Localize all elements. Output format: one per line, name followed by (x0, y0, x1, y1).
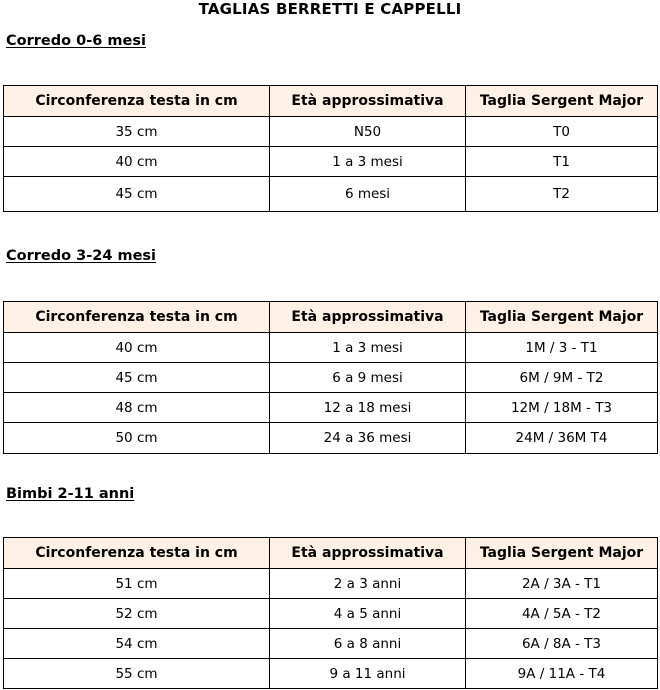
section-title-corredo-0-6: Corredo 0-6 mesi (6, 33, 146, 49)
header-taglia: Taglia Sergent Major (466, 538, 658, 569)
cell-taglia: 6M / 9M - T2 (466, 363, 658, 393)
cell-circonferenza: 55 cm (4, 659, 270, 689)
cell-eta: 6 mesi (270, 177, 466, 212)
cell-eta: 2 a 3 anni (270, 569, 466, 599)
header-eta: Età approssimativa (270, 302, 466, 333)
header-taglia: Taglia Sergent Major (466, 302, 658, 333)
cell-eta: 12 a 18 mesi (270, 393, 466, 423)
cell-taglia: 6A / 8A - T3 (466, 629, 658, 659)
cell-circonferenza: 48 cm (4, 393, 270, 423)
cell-circonferenza: 54 cm (4, 629, 270, 659)
cell-circonferenza: 40 cm (4, 333, 270, 363)
table-row (4, 363, 658, 393)
cell-taglia: 24M / 36M T4 (466, 423, 658, 454)
cell-taglia: T2 (466, 177, 658, 212)
table-row (4, 629, 658, 659)
size-table-bimbi-2-11 (3, 537, 658, 689)
cell-eta: 4 a 5 anni (270, 599, 466, 629)
table-row (4, 117, 658, 147)
cell-taglia: 4A / 5A - T2 (466, 599, 658, 629)
cell-eta: 1 a 3 mesi (270, 147, 466, 177)
size-table-corredo-0-6 (3, 85, 658, 212)
cell-circonferenza: 40 cm (4, 147, 270, 177)
table-row (4, 147, 658, 177)
cell-taglia: T0 (466, 117, 658, 147)
header-eta: Età approssimativa (270, 86, 466, 117)
cell-circonferenza: 45 cm (4, 363, 270, 393)
header-circonferenza: Circonferenza testa in cm (4, 86, 270, 117)
section-title-bimbi-2-11: Bimbi 2-11 anni (6, 486, 135, 502)
table-row (4, 569, 658, 599)
cell-taglia: 1M / 3 - T1 (466, 333, 658, 363)
cell-eta: 1 a 3 mesi (270, 333, 466, 363)
table-row (4, 393, 658, 423)
table-header-row (4, 86, 658, 117)
table-row (4, 423, 658, 454)
cell-eta: 6 a 8 anni (270, 629, 466, 659)
cell-circonferenza: 51 cm (4, 569, 270, 599)
cell-eta: N50 (270, 117, 466, 147)
header-taglia: Taglia Sergent Major (466, 86, 658, 117)
table-row (4, 599, 658, 629)
cell-taglia: 2A / 3A - T1 (466, 569, 658, 599)
section-title-corredo-3-24: Corredo 3-24 mesi (6, 248, 157, 264)
cell-taglia: 9A / 11A - T4 (466, 659, 658, 689)
table-header-row (4, 538, 658, 569)
header-eta: Età approssimativa (270, 538, 466, 569)
page-title: TAGLIAS BERRETTI E CAPPELLI (198, 0, 462, 18)
table-row (4, 177, 658, 212)
table-row (4, 333, 658, 363)
cell-eta: 6 a 9 mesi (270, 363, 466, 393)
header-circonferenza: Circonferenza testa in cm (4, 538, 270, 569)
cell-circonferenza: 45 cm (4, 177, 270, 212)
cell-taglia: T1 (466, 147, 658, 177)
table-header-row (4, 302, 658, 333)
size-table-corredo-3-24 (3, 301, 658, 454)
table-row (4, 659, 658, 689)
header-circonferenza: Circonferenza testa in cm (4, 302, 270, 333)
cell-eta: 9 a 11 anni (270, 659, 466, 689)
cell-circonferenza: 52 cm (4, 599, 270, 629)
cell-eta: 24 a 36 mesi (270, 423, 466, 454)
cell-circonferenza: 35 cm (4, 117, 270, 147)
cell-taglia: 12M / 18M - T3 (466, 393, 658, 423)
cell-circonferenza: 50 cm (4, 423, 270, 454)
